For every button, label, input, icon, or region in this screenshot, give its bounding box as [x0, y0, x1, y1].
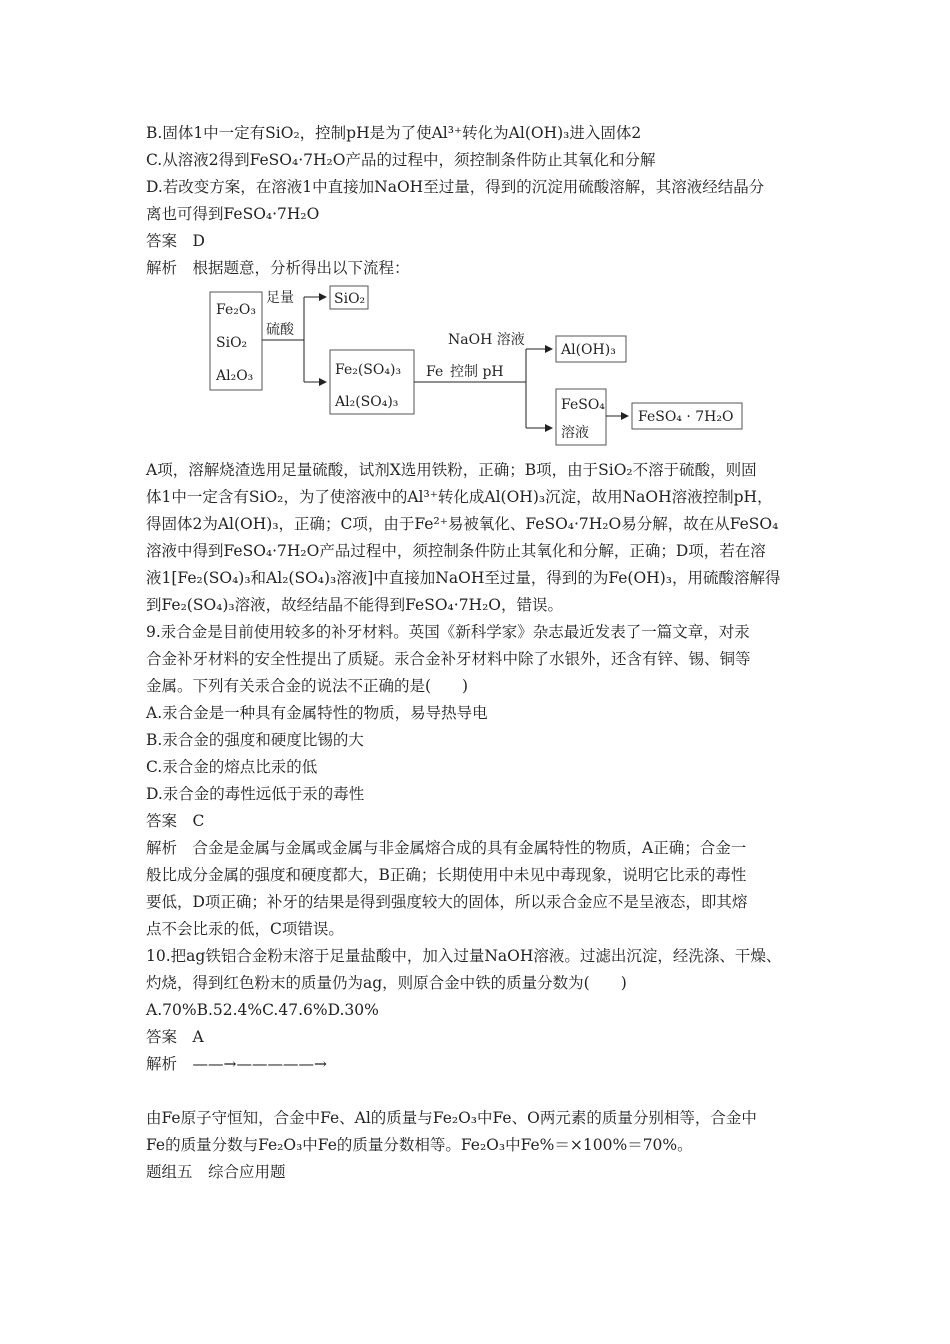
answer-line: 答案 D	[146, 232, 205, 250]
solution1-item: Al₂(SO₄)₃	[335, 394, 399, 410]
option-c-line: C.汞合金的熔点比汞的低	[146, 758, 318, 776]
solid1-label: SiO₂	[334, 291, 366, 307]
analysis-line: 解析 ——→—————→	[146, 1055, 327, 1073]
start-box-item: Al₂O₃	[216, 368, 254, 384]
analysis-line: 点不会比汞的低，C项错误。	[146, 920, 344, 938]
solid2-label: Al(OH)₃	[561, 342, 616, 358]
start-box-item: SiO₂	[216, 335, 248, 351]
analysis-line: 到Fe₂(SO₄)₃溶液，故经结晶不能得到FeSO₄·7H₂O，错误。	[146, 596, 563, 614]
step1-label-bottom: 硫酸	[266, 322, 294, 338]
analysis-line: 液1[Fe₂(SO₄)₃和Al₂(SO₄)₃溶液]中直接加NaOH至过量，得到的为Fe(OH)₃，用硫酸溶解得	[146, 569, 781, 587]
section-heading: 题组五 综合应用题	[146, 1163, 286, 1181]
step2-label-left: Fe	[426, 364, 444, 380]
question-10-line: 灼烧，得到红色粉末的质量仍为ag，则原合金中铁的质量分数为( )	[146, 974, 627, 992]
flow-diagram	[146, 286, 826, 451]
question-9-line: 金属。下列有关汞合金的说法不正确的是( )	[146, 677, 469, 695]
product-label: FeSO₄ · 7H₂O	[638, 409, 734, 425]
question-10-line: 10.把ag铁铝合金粉末溶于足量盐酸中，加入过量NaOH溶液。过滤出沉淀，经洗涤、干燥、	[146, 947, 782, 965]
option-d-line: D.汞合金的毒性远低于汞的毒性	[146, 785, 365, 803]
option-b-line: B.汞合金的强度和硬度比锡的大	[146, 731, 364, 749]
step3-label: NaOH 溶液	[448, 332, 525, 348]
step2-label-right: 控制 pH	[450, 364, 504, 380]
analysis-line: 体1中一定含有SiO₂，为了使溶液中的Al³⁺转化成Al(OH)₃沉淀，故用NaOH溶液控制pH，	[146, 488, 773, 506]
analysis-line: 得固体2为Al(OH)₃，正确；C项，由于Fe²⁺易被氧化、FeSO₄·7H₂O易分解，故在从FeSO₄	[146, 515, 779, 533]
question-9-line: 合金补牙材料的安全性提出了质疑。汞合金补牙材料中除了水银外，还含有锌、锡、铜等	[146, 650, 751, 668]
question-9-line: 9.汞合金是目前使用较多的补牙材料。英国《新科学家》杂志最近发表了一篇文章，对汞	[146, 623, 750, 641]
analysis-line: 解析 合金是金属与金属或金属与非金属熔合成的具有金属特性的物质，A正确；合金一	[146, 839, 747, 857]
analysis-line: A项，溶解烧渣选用足量硫酸，试剂X选用铁粉，正确；B项，由于SiO₂不溶于硫酸，则固	[146, 461, 757, 479]
conclusion-line: 由Fe原子守恒知，合金中Fe、Al的质量与Fe₂O₃中Fe、O两元素的质量分别相等，合金中	[146, 1109, 757, 1127]
answer-line: 答案 A	[146, 1028, 204, 1046]
answer-line: 答案 C	[146, 812, 205, 830]
start-box-item: Fe₂O₃	[216, 302, 256, 318]
option-d-line-2: 离也可得到FeSO₄·7H₂O	[146, 205, 320, 223]
options-line: A.70%B.52.4%C.47.6%D.30%	[146, 1001, 379, 1019]
blank-gap	[146, 1078, 826, 1105]
option-d-line-1: D.若改变方案，在溶液1中直接加NaOH至过量，得到的沉淀用硫酸溶解，其溶液经结晶分	[146, 178, 765, 196]
analysis-line: 般比成分金属的强度和硬度都大，B正确；长期使用中未见中毒现象，说明它比汞的毒性	[146, 866, 747, 884]
step1-label-top: 足量	[266, 290, 294, 306]
solution2-item: FeSO₄	[561, 397, 605, 413]
document-page	[146, 120, 826, 1186]
solution2-item: 溶液	[561, 425, 589, 441]
analysis-line: 溶液中得到FeSO₄·7H₂O产品过程中，须控制条件防止其氧化和分解，正确；D项，若在溶	[146, 542, 766, 560]
flow-diagram-svg	[146, 286, 766, 451]
option-a-line: A.汞合金是一种具有金属特性的物质，易导热导电	[146, 704, 488, 722]
option-b-line: B.固体1中一定有SiO₂，控制pH是为了使Al³⁺转化为Al(OH)₃进入固体2	[146, 124, 642, 142]
conclusion-line: Fe的质量分数与Fe₂O₃中Fe的质量分数相等。Fe₂O₃中Fe%＝×100%＝70%。	[146, 1136, 693, 1154]
solution1-item: Fe₂(SO₄)₃	[335, 362, 402, 378]
analysis-intro-line: 解析 根据题意，分析得出以下流程：	[146, 259, 410, 277]
analysis-line: 要低，D项正确；补牙的结果是得到强度较大的固体，所以汞合金应不是呈液态，即其熔	[146, 893, 748, 911]
option-c-line: C.从溶液2得到FeSO₄·7H₂O产品的过程中，须控制条件防止其氧化和分解	[146, 151, 656, 169]
